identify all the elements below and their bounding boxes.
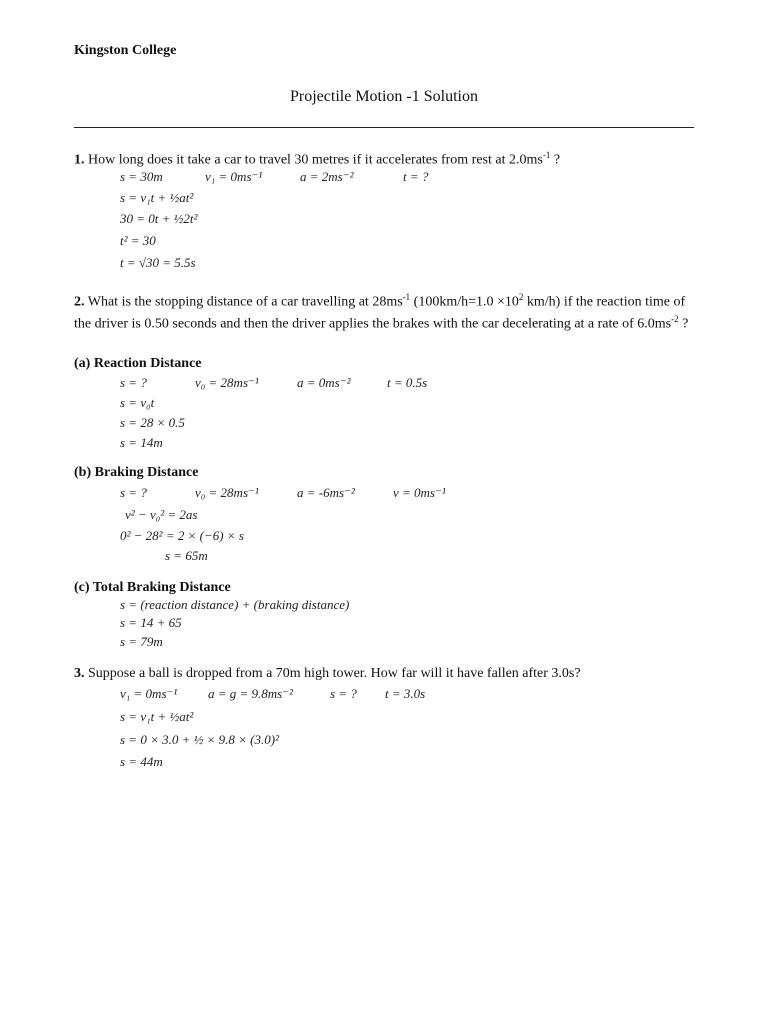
q2c-step-1: s = (reaction distance) + (braking distance) [120, 597, 350, 612]
q2a-step-1: s = v₀t [120, 395, 155, 410]
question-3-number: 3. [74, 666, 85, 681]
q3-step-3: s = 44m [120, 754, 163, 769]
q2a-given-v0: v₀ = 28ms⁻¹ [195, 375, 259, 390]
question-2-text-c: km/h) if the reaction time of the driver is 0.50 seconds and then the driver applies the brakes with the car decelerating at a rate of 6.0ms [74, 294, 686, 332]
q2c-heading: (c) Total Braking Distance [74, 580, 231, 595]
question-1 [74, 147, 560, 169]
school-name: Kingston College [74, 43, 177, 58]
question-2-sup-c: -2 [671, 313, 679, 324]
question-3 [74, 665, 581, 682]
q1-step-4: t = √30 = 5.5s [120, 255, 196, 270]
page-title: Projectile Motion -1 Solution [290, 88, 478, 105]
q2b-given-v: v = 0ms⁻¹ [393, 485, 446, 500]
q1-given-t: t = ? [403, 169, 429, 184]
q1-step-2: 30 = 0t + ½2t² [120, 211, 198, 226]
q1-step-1: s = v₁t + ½at² [120, 190, 194, 205]
question-2-sup-a: -1 [402, 292, 411, 302]
question-2-text-a: What is the stopping distance of a car travelling at 28ms [87, 294, 403, 310]
q2b-step-3: s = 65m [165, 548, 208, 563]
q1-given-a: a = 2ms⁻² [300, 169, 354, 184]
question-1-number: 1. [74, 152, 85, 168]
q2b-step-1: v² − v₀² = 2as [125, 507, 198, 522]
q2b-given-s: s = ? [120, 485, 147, 500]
q3-given-v1: v₁ = 0ms⁻¹ [120, 686, 178, 701]
q2b-heading: (b) Braking Distance [74, 465, 199, 480]
question-1-text: How long does it take a car to travel 30 metres if it accelerates from rest at 2.0ms [88, 152, 543, 168]
q2a-step-2: s = 28 × 0.5 [120, 415, 185, 430]
q1-step-3: t² = 30 [120, 233, 156, 248]
q2a-given-s: s = ? [120, 375, 147, 390]
q2c-step-2: s = 14 + 65 [120, 615, 182, 630]
question-1-text-end: ? [550, 152, 561, 168]
q3-given-s: s = ? [330, 686, 357, 701]
q3-step-2: s = 0 × 3.0 + ½ × 9.8 × (3.0)² [120, 732, 279, 747]
q1-given-v1: v₁ = 0ms⁻¹ [205, 169, 263, 184]
question-2-text-d: ? [678, 316, 689, 332]
title-divider [74, 127, 694, 128]
q2a-given-t: t = 0.5s [387, 375, 428, 390]
q2b-step-2: 0² − 28² = 2 × (−6) × s [120, 528, 244, 543]
q2c-step-3: s = 79m [120, 634, 163, 649]
question-2-number: 2. [74, 294, 85, 310]
question-2-text-b: (100km/h=1.0 ×10 [410, 294, 519, 310]
q2a-heading: (a) Reaction Distance [74, 356, 202, 371]
q3-given-t: t = 3.0s [385, 686, 426, 701]
question-2 [74, 289, 694, 332]
question-3-text: Suppose a ball is dropped from a 70m high tower. How far will it have fallen after 3.0s? [88, 666, 581, 681]
q3-given-a: a = g = 9.8ms⁻² [208, 686, 294, 701]
question-2-sup-b: 2 [518, 292, 524, 302]
q2a-step-3: s = 14m [120, 435, 163, 450]
q2a-given-a: a = 0ms⁻² [297, 375, 351, 390]
q3-step-1: s = v₁t + ½at² [120, 709, 194, 724]
q1-given-s: s = 30m [120, 169, 163, 184]
question-1-text-sup: -1 [542, 150, 551, 160]
q2b-given-a: a = -6ms⁻² [297, 485, 355, 500]
q2b-given-v0: v₀ = 28ms⁻¹ [195, 485, 259, 500]
